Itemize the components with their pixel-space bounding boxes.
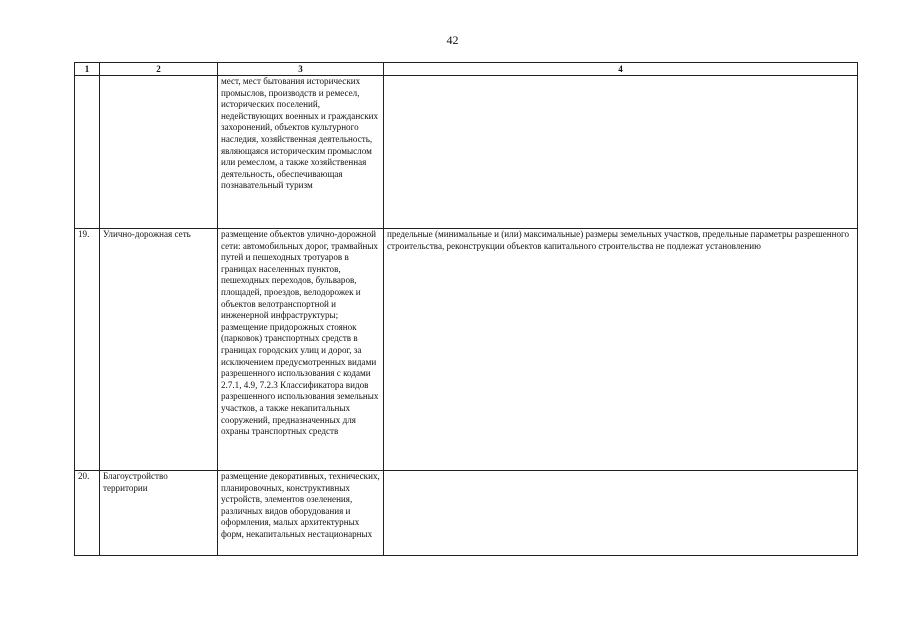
table-row xyxy=(75,229,858,471)
use-type-name: Улично-дорожная сеть xyxy=(100,229,218,471)
page-number: 42 xyxy=(446,33,459,47)
use-type-parameters xyxy=(384,471,858,556)
column-header-3: 3 xyxy=(218,63,384,76)
use-type-description: мест, мест бытования исторических промыслов, производств и ремесел, исторических поселений, недействующих военных и гражданских захоронений, объектов культурного наследия, хозяйственная деятельность, являющаяся историческим промыслом или ремеслом, а также хозяйственная деятельность, обеспечивающая познавательный туризм xyxy=(218,76,384,229)
use-type-description: размещение декоративных, технических, планировочных, конструктивных устройств, элементов озеленения, различных видов оборудования и оформления, малых архитектурных форм, некапитальных нестационарных xyxy=(218,471,384,556)
row-number: 19. xyxy=(75,229,100,471)
column-header-2: 2 xyxy=(100,63,218,76)
column-header-4: 4 xyxy=(384,63,858,76)
table-row xyxy=(75,76,858,229)
use-type-description: размещение объектов улично-дорожной сети: автомобильных дорог, трамвайных путей и пешеходных тротуаров в границах населенных пунктов, пешеходных переходов, бульваров, площадей, проездов, велодорожек и объектов велотранспортной и инженерной инфраструктуры; размещение придорожных стоянок (парковок) транспортных средств в границах городских улиц и дорог, за исключением предусмотренных видами разрешенного использования с кодами 2.7.1, 4.9, 7.2.3 Классификатора видов разрешенного использования земельных участков, а также некапитальных сооружений, предназначенных для охраны транспортных средств xyxy=(218,229,384,471)
use-type-parameters xyxy=(384,76,858,229)
row-number: 20. xyxy=(75,471,100,556)
use-type-parameters: предельные (минимальные и (или) максимальные) размеры земельных участков, предельные параметры разрешенного строительства, реконструкции объектов капитального строительства не подлежат установлению xyxy=(384,229,858,471)
use-type-name xyxy=(100,76,218,229)
column-header-1: 1 xyxy=(75,63,100,76)
table-row xyxy=(75,471,858,556)
row-number xyxy=(75,76,100,229)
regulations-table xyxy=(74,62,858,556)
table-header-row xyxy=(75,63,858,76)
use-type-name: Благоустройство территории xyxy=(100,471,218,556)
